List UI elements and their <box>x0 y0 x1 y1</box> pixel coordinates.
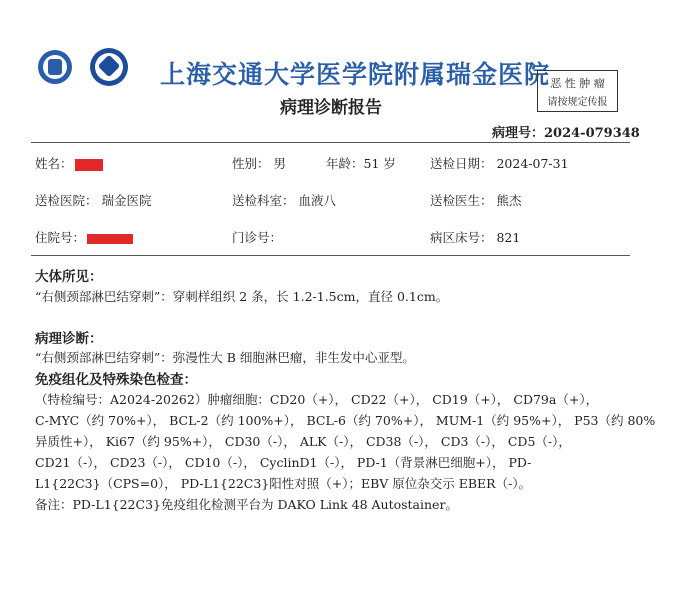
redacted-inpatient-number <box>87 234 133 244</box>
inpatient-number <box>35 228 133 246</box>
submit-hospital: 送检医院： 瑞金医院 <box>35 193 152 208</box>
gross-heading: 大体所见： <box>35 269 103 285</box>
patient-age: 年龄：51 岁 <box>326 156 396 171</box>
ihc-note: 备注：PD-L1{22C3}免疫组化检测平台为 DAKO Link 48 Autostainer。 <box>35 497 458 512</box>
ihc-line-3: 异质性+）， Ki67（约 95%+）， CD30（-）， ALK（-）， CD38（-）， CD3（-）， CD5（-）， <box>35 434 571 449</box>
ihc-heading: 免疫组化及特殊染色检查： <box>35 372 197 388</box>
ihc-line-4: CD21（-）， CD23（-）， CD10（-）， CyclinD1（-）， PD-1（背景淋巴细胞+）， PD- <box>35 455 532 470</box>
outpatient-number: 门诊号： <box>232 230 283 245</box>
submit-department: 送检科室： 血液八 <box>232 193 336 208</box>
stamp-line-1: 恶 性 肿 瘤 <box>550 77 605 90</box>
patient-name-label: 姓名： <box>35 156 73 171</box>
inpatient-label: 住院号： <box>35 230 86 245</box>
stamp-line-2: 请按规定传报 <box>547 97 608 108</box>
hospital-name: 上海交通大学医学院附属瑞金医院 <box>160 60 551 89</box>
header-divider <box>31 142 630 143</box>
malignant-tumor-stamp <box>537 70 618 112</box>
ward-bed: 病区床号： 821 <box>430 230 521 245</box>
ihc-line-2: C-MYC（约 70%+）， BCL-2（约 100%+）， BCL-6（约 70%+）， MUM-1（约 95%+）， P53（约 80% <box>35 413 656 428</box>
hospital-logo-2 <box>90 48 128 86</box>
ihc-line-5: L1{22C3}（CPS=0）， PD-L1{22C3}阳性对照（+）；EBV 原位杂交示 EBER（-）。 <box>35 476 532 491</box>
info-divider <box>31 255 630 256</box>
patient-gender: 性别： 男 <box>232 156 286 171</box>
redacted-name <box>75 159 103 171</box>
report-title: 病理诊断报告 <box>280 98 382 118</box>
diagnosis-heading: 病理诊断： <box>35 331 103 347</box>
submit-doctor: 送检医生： 熊杰 <box>430 193 522 208</box>
hospital-logo-1 <box>38 50 72 84</box>
diagnosis-text: “右侧颈部淋巴结穿刺”：弥漫性大 B 细胞淋巴瘤，非生发中心亚型。 <box>35 350 415 365</box>
gross-text: “右侧颈部淋巴结穿刺”：穿刺样组织 2 条，长 1.2-1.5cm，直径 0.1cm。 <box>35 289 449 304</box>
pathology-number: 病理号：2024-079348 <box>492 126 640 141</box>
patient-name <box>35 154 103 172</box>
ihc-line-1: （特检编号：A2024-20262）肿瘤细胞：CD20（+）， CD22（+）， CD19（+）， CD79a（+）， <box>35 392 599 407</box>
submit-date: 送检日期： 2024-07-31 <box>430 156 569 171</box>
